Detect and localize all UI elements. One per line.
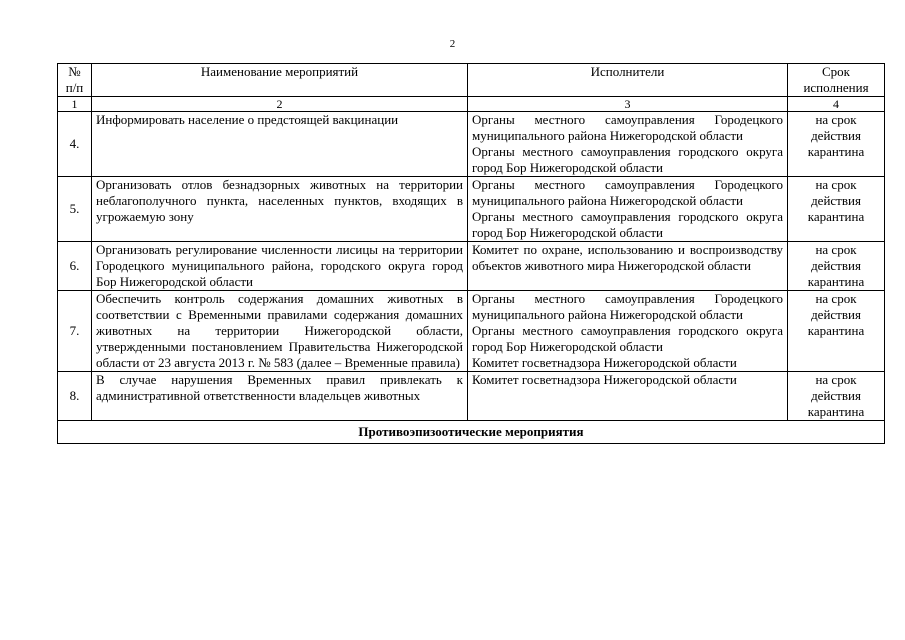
executor: Органы местного самоуправления городского округа город Бор Нижегородской области — [472, 323, 783, 354]
term-cell: на срок действия карантина — [788, 242, 885, 291]
row-number: 5. — [58, 177, 92, 242]
term-cell: на срок действия карантина — [788, 112, 885, 177]
executor: Комитет госветнадзора Нижегородской области — [472, 372, 737, 387]
table-row — [58, 291, 885, 372]
term-cell: на срок действия карантина — [788, 177, 885, 242]
header-term: Срок исполнения — [788, 64, 885, 97]
section-title: Противоэпизоотические мероприятия — [58, 421, 885, 444]
page-number: 2 — [449, 38, 456, 50]
executors-cell — [468, 112, 788, 177]
column-number: 2 — [92, 97, 468, 112]
measures-table — [57, 63, 885, 444]
measure-name: Организовать отлов безнадзорных животных на территории неблагополучного пункта, населенных пунктов, входящих в угрожаемую зону — [92, 177, 468, 242]
executor: Органы местного самоуправления Городецкого муниципального района Нижегородской области — [472, 291, 783, 322]
executors-cell — [468, 291, 788, 372]
row-number: 4. — [58, 112, 92, 177]
executors-cell — [468, 177, 788, 242]
executor: Комитет по охране, использованию и воспроизводству объектов животного мира Нижегородской области — [472, 242, 783, 273]
table-row — [58, 242, 885, 291]
header-name: Наименование мероприятий — [92, 64, 468, 97]
executors-cell — [468, 242, 788, 291]
column-numbers-row — [58, 97, 885, 112]
table-row — [58, 112, 885, 177]
executor: Органы местного самоуправления Городецкого муниципального района Нижегородской области — [472, 177, 783, 208]
row-number: 7. — [58, 291, 92, 372]
measure-name: Информировать население о предстоящей вакцинации — [92, 112, 468, 177]
column-number: 4 — [788, 97, 885, 112]
term-cell: на срок действия карантина — [788, 291, 885, 372]
measure-name: В случае нарушения Временных правил привлекать к административной ответственности владельцев животных — [92, 372, 468, 421]
column-number: 1 — [58, 97, 92, 112]
executor: Органы местного самоуправления Городецкого муниципального района Нижегородской области — [472, 112, 783, 143]
column-number: 3 — [468, 97, 788, 112]
section-row — [58, 421, 885, 444]
table-row — [58, 372, 885, 421]
header-executors: Исполнители — [468, 64, 788, 97]
term-cell: на срок действия карантина — [788, 372, 885, 421]
table-row — [58, 177, 885, 242]
executor: Органы местного самоуправления городского округа город Бор Нижегородской области — [472, 144, 783, 175]
executor: Органы местного самоуправления городского округа город Бор Нижегородской области — [472, 209, 783, 240]
measure-name: Организовать регулирование численности лисицы на территории Городецкого муниципального района, городского округа город Бор Нижегородской области — [92, 242, 468, 291]
row-number: 8. — [58, 372, 92, 421]
header-row — [58, 64, 885, 97]
header-num: № п/п — [58, 64, 92, 97]
executor: Комитет госветнадзора Нижегородской области — [472, 355, 737, 370]
measure-name: Обеспечить контроль содержания домашних животных в соответствии с Временными правилами содержания домашних животных на территории Нижегородской области, утвержденными постановлением Правительства Нижегородской области от 23 августа 2013 г. № 583 (далее – Временные правила) — [92, 291, 468, 372]
row-number: 6. — [58, 242, 92, 291]
executors-cell — [468, 372, 788, 421]
